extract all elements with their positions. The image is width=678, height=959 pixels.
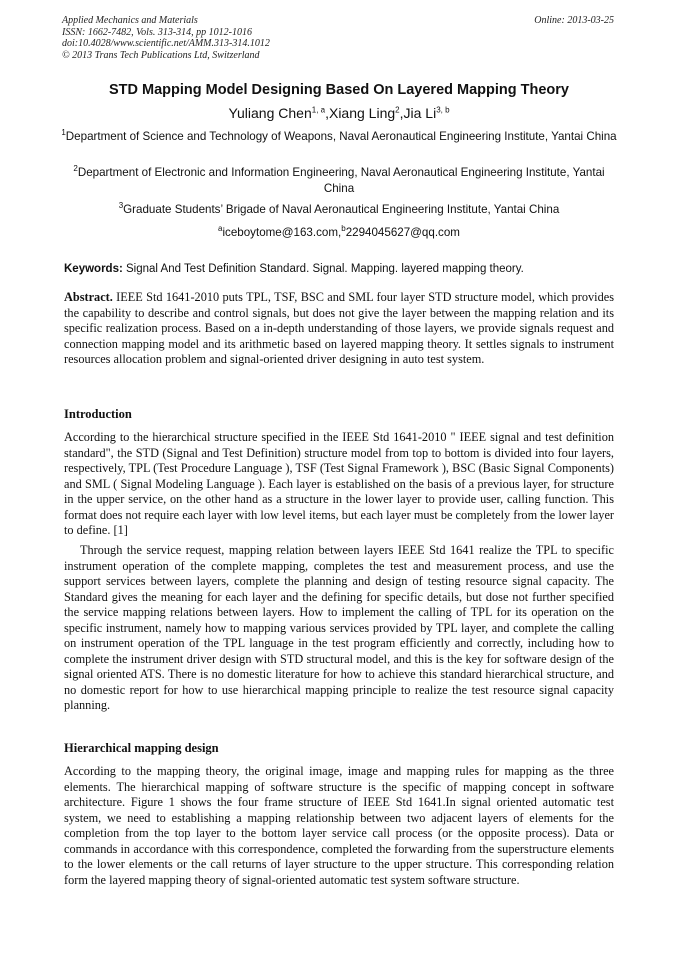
affiliation-1 — [60, 129, 618, 145]
affiliation-mark: 2 — [73, 164, 78, 174]
affiliation-2 — [60, 165, 618, 197]
affiliation-mark: 1 — [61, 128, 66, 138]
author-name: Xiang Ling — [328, 105, 396, 121]
author-affiliation-mark: 1, a — [311, 105, 326, 115]
keywords-text: Signal And Test Definition Standard. Signal. Mapping. layered mapping theory. — [126, 263, 524, 275]
abstract-label: Abstract. — [64, 290, 113, 304]
abstract-paragraph — [64, 290, 614, 368]
author-list — [40, 104, 638, 122]
introduction-paragraph-2: Through the service request, mapping relation between layers IEEE Std 1641 realize the TPL to specific instrument operation of the complete mapping, completes the test and measurement process, and use the support services between layers, complete the planning and design of testing resource signal capacity. The Standard gives the meaning for each layer and the defining for specific details, but dose not further specified the service mapping relations between layers. How to implement the calling of TPL for its operation on the specific instrument, namely how to mapping various services provided by TPL layer, and complete the calling on instrument operation of the TPL language in the test program efficiently and correctly, including how to complete the instrument driver design with STD structural model, and this is the key for software design of the signal oriented ATS. There is no domestic literature for how to achieve this standard hierarchical structure, and no domestic report for how to use hierarchical mapping principle to realize the test resource signal capacity planning. — [64, 543, 614, 712]
affiliation-text: Department of Electronic and Information Engineering, Naval Aeronautical Engineering Institute, Yantai China — [77, 166, 605, 195]
paper-title: STD Mapping Model Designing Based On Layered Mapping Theory — [108, 82, 569, 98]
author-name: Yuliang Chen — [228, 105, 312, 121]
introduction-heading: Introduction — [64, 407, 132, 421]
copyright-line: © 2013 Trans Tech Publications Ltd, Switzerland — [62, 49, 260, 61]
email-address: 2294045627@qq.com — [345, 226, 460, 239]
hierarchical-heading: Hierarchical mapping design — [64, 741, 219, 755]
keywords-line — [64, 261, 616, 277]
email-mark: a — [218, 224, 223, 234]
author-affiliation-mark: 2 — [395, 105, 400, 115]
online-date: Online: 2013-03-25 — [534, 15, 614, 26]
keywords-label: Keywords: — [64, 263, 123, 275]
publication-header — [62, 15, 270, 61]
introduction-paragraph-1: According to the hierarchical structure specified in the IEEE Std 1641-2010 " IEEE signal and test definition standard", the STD (Signal and Test Definition) structure model from top to bottom is divided into four layers, respectively, TPL (Test Procedure Language ), TSF (Test Signal Framework ), BSC (Basic Signal Components) and SML ( Signal Modeling Language ). Each layer is established on the basis of a previous layer, for structure in the upper service, on the other hand as a structure in the lower layer to provide user, calling function. This format does not require each layer with low level items, but each layer must be completely from the lower layer to define. [1] — [64, 430, 614, 537]
email-mark: b — [341, 224, 346, 234]
author-name: Jia Li — [403, 105, 437, 121]
issn-line: ISSN: 1662-7482, Vols. 313-314, pp 1012-1016 — [62, 26, 252, 38]
affiliation-mark: 3 — [118, 201, 124, 211]
abstract-text: IEEE Std 1641-2010 puts TPL, TSF, BSC and SML four layer STD structure model, which provides the capability to describe and control signals, but does not give the layer between the mapping relation and its specific realization process. Based on a in-depth understanding of those layers, we provide signals request and connection mapping model and its arithmetic based on layered mapping theory. It settles signals to instrument resources allocation problem and signal-oriented driver designing in auto test system. — [64, 290, 614, 366]
author-separator: , — [325, 105, 329, 121]
journal-name: Applied Mechanics and Materials — [62, 15, 198, 26]
doi-line: doi:10.4028/www.scientific.net/AMM.313-314.1012 — [62, 38, 270, 49]
affiliation-3 — [60, 202, 618, 218]
email-address: iceboytome@163.com — [222, 226, 338, 239]
author-separator: , — [399, 105, 404, 121]
hierarchical-paragraph-1: According to the mapping theory, the original image, image and mapping rules for mapping as the three elements. The hierarchical mapping of software structure is the specific of mapping concept in software architecture. Figure 1 shows the four frame structure of IEEE Std 1641.In signal oriented automatic test system, we need to establishing a mapping relationship between two adjacent layers of elements for the completion from the top layer to the bottom layer service call process (or the opposite process). Data or commands in accordance with this correspondence, completed the forwarding from the superstructure elements to the lower elements or the call returns of layer structure to the upper structure. This corresponding relation form the layered mapping theory of signal-oriented automatic test system software structure. — [64, 764, 614, 887]
affiliation-text: Graduate Students’ Brigade of Naval Aeronautical Engineering Institute, Yantai China — [123, 203, 560, 216]
affiliation-text: Department of Science and Technology of Weapons, Naval Aeronautical Engineering Institute, Yantai China — [65, 130, 617, 143]
email-separator: , — [338, 226, 342, 239]
email-line — [40, 225, 638, 241]
author-affiliation-mark: 3, b — [436, 105, 450, 115]
